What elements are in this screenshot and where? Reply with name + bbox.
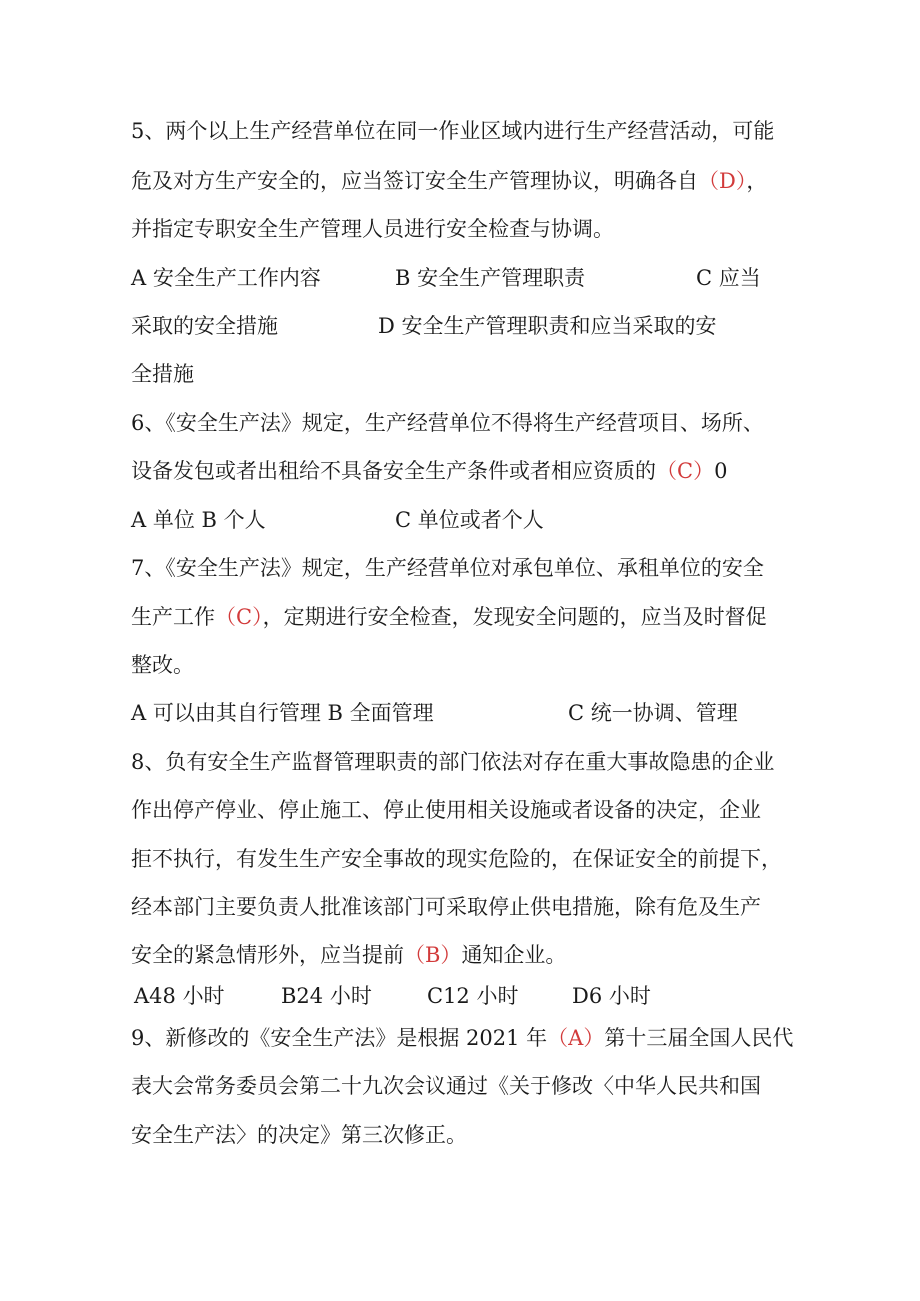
q5-line-2 xyxy=(131,166,767,196)
q5-line-1: 5、两个以上生产经营单位在同一作业区域内进行生产经营活动，可能 xyxy=(131,119,775,143)
q8-option-c: C12 小时 xyxy=(427,984,519,1008)
q7-option-c: C 统一协调、管理 xyxy=(568,701,738,725)
q5-line-2-text: 危及对方生产安全的，应当签订安全生产管理协议，明确各自 xyxy=(131,169,698,193)
q6-line-2-text: 设备发包或者出租给不具备安全生产条件或者相应资质的 xyxy=(131,459,656,483)
q6-option-c: C 单位或者个人 xyxy=(395,508,544,532)
q8-line-4: 经本部门主要负责人批准该部门可采取停止供电措施，除有危及生产 xyxy=(131,895,761,919)
q7-line-2 xyxy=(131,602,767,632)
q8-option-a: A48 小时 xyxy=(134,984,225,1008)
q5-option-d-start: D 安全生产管理职责和应当采取的安 xyxy=(378,314,717,338)
q5-line-3: 并指定专职安全生产管理人员进行安全检查与协调。 xyxy=(131,217,614,241)
q6-line-1: 6、《安全生产法》规定，生产经营单位不得将生产经营项目、场所、 xyxy=(131,411,764,435)
q6-option-ab: A 单位 B 个人 xyxy=(131,508,266,532)
q8-option-d: D6 小时 xyxy=(572,984,651,1008)
q7-answer: （C） xyxy=(215,605,263,629)
q7-line-2-text: 生产工作 xyxy=(131,605,215,629)
q8-line-2: 作出停产停业、停止施工、停止使用相关设施或者设备的决定，企业 xyxy=(131,798,761,822)
q5-option-a: A 安全生产工作内容 xyxy=(131,266,321,290)
q5-line-2-tail: ， xyxy=(746,169,768,193)
q5-options-row-2 xyxy=(131,311,771,341)
q9-line-2: 表大会常务委员会第二十九次会议通过《关于修改〈中华人民共和国 xyxy=(131,1074,761,1098)
q9-line-3: 安全生产法〉的决定》第三次修正。 xyxy=(131,1123,467,1147)
q8-line-5-tail: 通知企业。 xyxy=(461,943,567,967)
q6-line-2 xyxy=(131,456,727,486)
q9-answer: （A） xyxy=(547,1026,605,1050)
q9-line-1 xyxy=(131,1023,793,1053)
q8-option-b: B24 小时 xyxy=(281,984,372,1008)
q8-line-5 xyxy=(131,940,566,970)
q7-options-row xyxy=(131,698,771,728)
q8-line-1: 8、负有安全生产监督管理职责的部门依法对存在重大事故隐患的企业 xyxy=(131,750,775,774)
q5-options-row-1 xyxy=(131,263,771,293)
q7-line-1: 7、《安全生产法》规定，生产经营单位对承包单位、承租单位的安全 xyxy=(131,556,764,580)
q7-line-2-tail: ，定期进行安全检查，发现安全问题的，应当及时督促 xyxy=(262,605,767,629)
q9-line-1-tail: 第十三届全国人民代 xyxy=(604,1026,794,1050)
q7-option-ab: A 可以由其自行管理 B 全面管理 xyxy=(131,701,434,725)
q5-option-b: B 安全生产管理职责 xyxy=(395,266,586,290)
q6-options-row xyxy=(131,505,771,535)
q6-line-2-tail: 0 xyxy=(714,459,728,483)
q5-answer: （D） xyxy=(698,169,747,193)
q8-line-5-text: 安全的紧急情形外，应当提前 xyxy=(131,943,404,967)
q8-answer: （B） xyxy=(404,943,462,967)
q9-line-1-text: 9、新修改的《安全生产法》是根据 2021 年 xyxy=(131,1026,548,1050)
q8-line-3: 拒不执行，有发生生产安全事故的现实危险的，在保证安全的前提下， xyxy=(131,847,782,871)
q7-line-3: 整改。 xyxy=(131,653,194,677)
q6-answer: （C） xyxy=(656,459,715,483)
q5-option-c-start: C 应当 xyxy=(696,266,761,290)
q5-option-d-end: 全措施 xyxy=(131,362,194,386)
q8-options-row xyxy=(131,981,771,1011)
q5-option-c-end: 采取的安全措施 xyxy=(131,314,278,338)
